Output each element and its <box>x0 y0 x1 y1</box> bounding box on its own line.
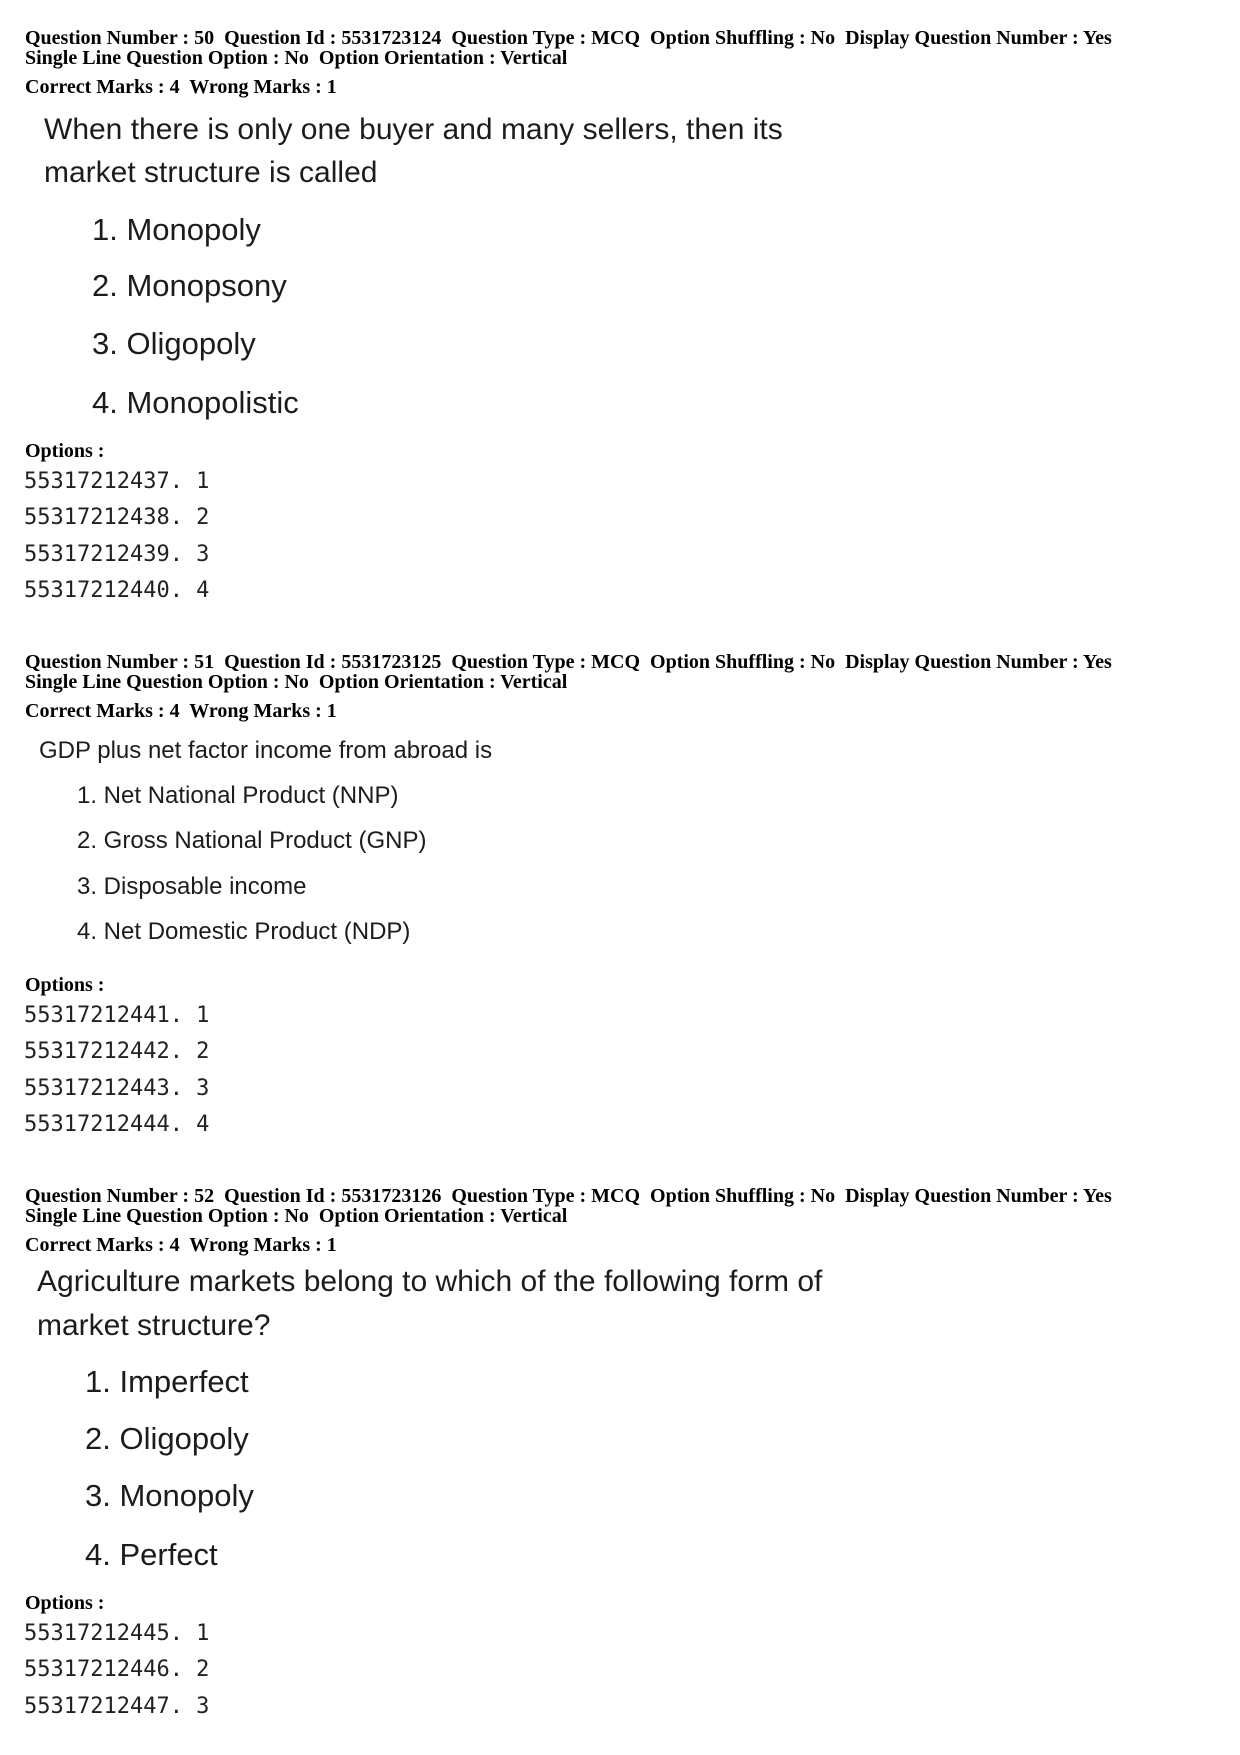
answer-choice: 3. Disposable income <box>77 873 307 900</box>
option-id: 55317212442. 2 <box>24 1039 210 1064</box>
option-id: 55317212439. 3 <box>24 542 210 567</box>
option-id: 55317212445. 1 <box>24 1621 210 1646</box>
options-label: Options : <box>25 974 105 996</box>
question-meta-line: Single Line Question Option : No Option Orientation : Vertical <box>25 1205 568 1227</box>
question-meta-line: Question Number : 51 Question Id : 5531723125 Question Type : MCQ Option Shuffling : No Display Question Number : Yes <box>25 651 1112 673</box>
question-text: market structure? <box>37 1309 271 1342</box>
option-id: 55317212444. 4 <box>24 1112 210 1137</box>
answer-choice: 3. Oligopoly <box>92 326 256 361</box>
option-id: 55317212438. 2 <box>24 505 210 530</box>
question-text: market structure is called <box>44 156 378 189</box>
answer-choice: 4. Net Domestic Product (NDP) <box>77 918 411 945</box>
option-id: 55317212440. 4 <box>24 578 210 603</box>
question-text: Agriculture markets belong to which of the following form of <box>37 1265 823 1298</box>
option-id: 55317212441. 1 <box>24 1003 210 1028</box>
option-id: 55317212437. 1 <box>24 469 210 494</box>
answer-choice: 4. Monopolistic <box>92 385 299 420</box>
question-meta-line: Single Line Question Option : No Option Orientation : Vertical <box>25 671 568 693</box>
answer-choice: 2. Monopsony <box>92 268 287 303</box>
question-meta-line: Single Line Question Option : No Option Orientation : Vertical <box>25 47 568 69</box>
option-id: 55317212447. 3 <box>24 1694 210 1719</box>
marks-line: Correct Marks : 4 Wrong Marks : 1 <box>25 76 337 98</box>
options-label: Options : <box>25 1592 105 1614</box>
answer-choice: 1. Imperfect <box>85 1364 249 1399</box>
question-meta-line: Question Number : 52 Question Id : 5531723126 Question Type : MCQ Option Shuffling : No Display Question Number : Yes <box>25 1185 1112 1207</box>
answer-choice: 3. Monopoly <box>85 1478 254 1513</box>
answer-choice: 4. Perfect <box>85 1537 218 1572</box>
question-text: When there is only one buyer and many sellers, then its <box>44 113 783 146</box>
marks-line: Correct Marks : 4 Wrong Marks : 1 <box>25 1234 337 1256</box>
question-meta-line: Question Number : 50 Question Id : 5531723124 Question Type : MCQ Option Shuffling : No Display Question Number : Yes <box>25 27 1112 49</box>
answer-choice: 1. Net National Product (NNP) <box>77 782 399 809</box>
option-id: 55317212443. 3 <box>24 1076 210 1101</box>
question-text: GDP plus net factor income from abroad is <box>39 737 493 764</box>
answer-choice: 2. Oligopoly <box>85 1421 249 1456</box>
option-id: 55317212446. 2 <box>24 1657 210 1682</box>
marks-line: Correct Marks : 4 Wrong Marks : 1 <box>25 700 337 722</box>
answer-choice: 2. Gross National Product (GNP) <box>77 827 427 854</box>
answer-choice: 1. Monopoly <box>92 212 261 247</box>
options-label: Options : <box>25 440 105 462</box>
